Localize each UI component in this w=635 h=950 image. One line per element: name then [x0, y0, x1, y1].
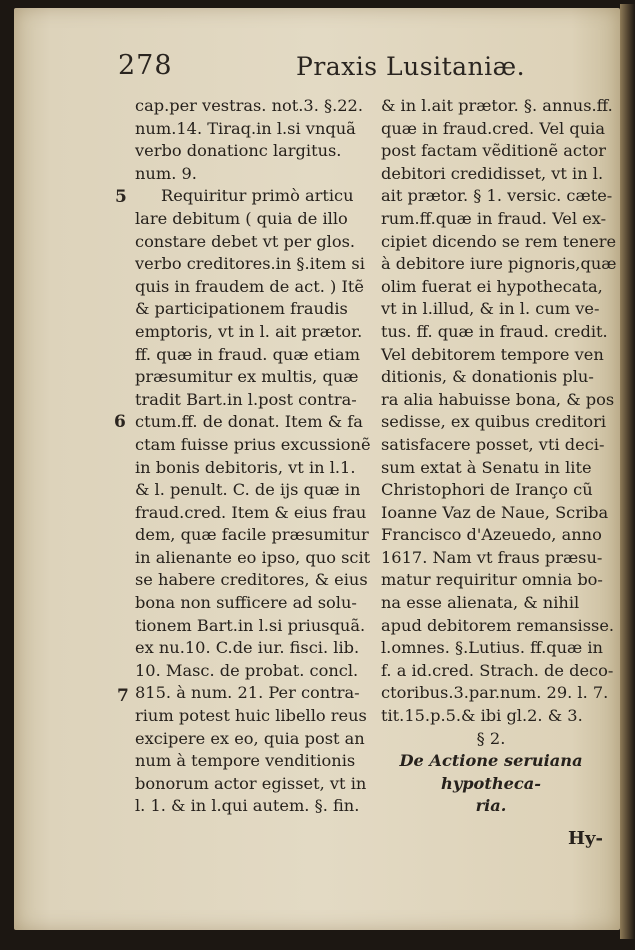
- text-line: lare debitum ( quia de illo: [135, 208, 348, 228]
- text-line: cipiet dicendo se rem tenere: [381, 231, 617, 251]
- text-line: in bonis debitoris, vt in l.1.: [135, 457, 356, 477]
- text-line: debitori credidisset, vt in l.: [381, 163, 604, 183]
- text-line: f. a id.cred. Strach. de deco-: [381, 660, 614, 680]
- text-line: bona non sufficere ad solu-: [135, 593, 357, 613]
- text-line: & in l.ait prætor. §. annus.ff.: [381, 96, 613, 115]
- margin-number-7: 7: [117, 686, 129, 706]
- text-line: sum extat à Senatu in lite: [381, 457, 592, 477]
- text-line: Requiritur primò articu: [161, 186, 354, 206]
- text-line: quæ in fraud.cred. Vel quia: [381, 118, 605, 138]
- text-line: se habere creditores, & eius: [135, 570, 368, 590]
- text-line: tus. ff. quæ in fraud. credit.: [381, 321, 608, 341]
- text-line: satisfacere posset, vti deci-: [381, 434, 605, 454]
- section-heading: ria.: [475, 796, 507, 816]
- margin-number-5: 5: [115, 187, 127, 207]
- text-line: ff. quæ in fraud. quæ etiam: [135, 344, 360, 364]
- text-line: tradit Bart.in l.post contra-: [135, 389, 357, 409]
- left-column: [135, 95, 370, 818]
- text-line: num. 9.: [135, 163, 197, 183]
- text-line: excipere ex eo, quia post an: [135, 728, 365, 748]
- text-line: 1617. Nam vt fraus præsu-: [381, 547, 603, 567]
- text-line: ra alia habuisse bona, & pos: [381, 389, 615, 409]
- text-line: Francisco d'Azeuedo, anno: [381, 525, 602, 545]
- text-line: na esse alienata, & nihil: [381, 593, 580, 613]
- section-number: § 2.: [476, 728, 506, 748]
- text-line: dem, quæ facile præsumitur: [135, 525, 369, 545]
- text-line: matur requiritur omnia bo-: [381, 570, 603, 590]
- text-line: ait prætor. § 1. versic. cæte-: [381, 186, 613, 206]
- text-line: ctam fuisse prius excussionẽ: [135, 434, 371, 454]
- text-line: rum.ff.quæ in fraud. Vel ex-: [381, 208, 607, 228]
- running-title: Praxis Lusitaniæ.: [296, 52, 526, 81]
- text-line: quis in fraudem de act. ) Itẽ: [135, 276, 364, 296]
- text-line: ctoribus.3.par.num. 29. l. 7.: [381, 683, 609, 703]
- text-line: 815. à num. 21. Per contra-: [135, 683, 360, 703]
- text-line: post factam vẽditionẽ actor: [381, 141, 606, 161]
- book-edge: [620, 4, 635, 939]
- text-line: num.14. Tiraq.in l.si vnquã: [135, 118, 356, 138]
- text-line: l.omnes. §.Lutius. ff.quæ in: [381, 638, 603, 658]
- text-line: præsumitur ex multis, quæ: [135, 367, 359, 387]
- text-line: l. 1. & in l.qui autem. §. fin.: [135, 796, 360, 816]
- text-line: verbo creditores.in §.item si: [135, 254, 365, 274]
- text-line: in alienante eo ipso, quo scit: [135, 547, 371, 567]
- catchword: Hy-: [568, 828, 603, 849]
- text-line: sedisse, ex quibus creditori: [381, 412, 607, 432]
- text-line: rium potest huic libello reus: [135, 706, 367, 726]
- text-line: apud debitorem remansisse.: [381, 615, 615, 635]
- text-line: verbo donationc largitus.: [135, 141, 342, 161]
- text-line: constare debet vt per glos.: [135, 231, 356, 251]
- text-line: cap.per vestras. not.3. §.22.: [135, 96, 363, 115]
- text-line: Christophori de Iranço cũ: [381, 480, 593, 500]
- text-line: olim fuerat ei hypothecata,: [381, 276, 603, 296]
- text-line: bonorum actor egisset, vt in: [135, 773, 367, 793]
- text-line: ctum.ff. de donat. Item & fa: [135, 412, 363, 432]
- text-line: Ioanne Vaz de Naue, Scriba: [381, 502, 609, 522]
- text-line: à debitore iure pignoris,quæ: [381, 254, 617, 274]
- text-line: & l. penult. C. de ijs quæ in: [135, 480, 361, 500]
- text-line: ditionis, & donationis plu-: [381, 367, 594, 387]
- margin-number-6: 6: [114, 412, 126, 432]
- text-line: fraud.cred. Item & eius frau: [135, 502, 367, 522]
- text-line: Vel debitorem tempore ven: [381, 344, 604, 364]
- text-line: num à tempore venditionis: [135, 751, 356, 771]
- text-line: tionem Bart.in l.si priusquã.: [135, 615, 366, 635]
- text-line: vt in l.illud, & in l. cum ve-: [381, 299, 600, 319]
- right-column: [381, 95, 617, 818]
- text-line: emptoris, vt in l. ait prætor.: [135, 321, 363, 341]
- text-line: tit.15.p.5.& ibi gl.2. & 3.: [381, 706, 583, 726]
- section-heading: De Actione seruiana: [399, 751, 583, 771]
- text-line: & participationem fraudis: [135, 299, 348, 319]
- text-line: 10. Masc. de probat. concl.: [135, 660, 359, 680]
- page-number: 278: [118, 50, 173, 81]
- text-line: ex nu.10. C.de iur. fisci. lib.: [135, 638, 360, 658]
- section-heading: hypotheca-: [441, 773, 541, 793]
